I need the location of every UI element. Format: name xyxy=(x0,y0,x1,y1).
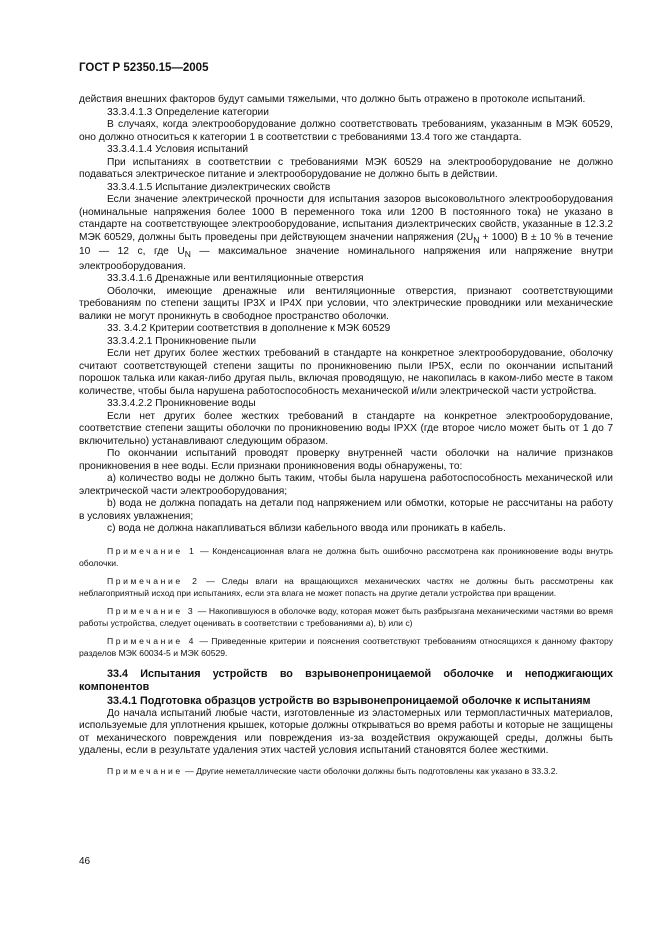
section-note xyxy=(79,765,613,777)
note-label: Примечание 2 xyxy=(107,575,200,586)
note-1 xyxy=(79,545,613,569)
subsection-heading: 33.4.1 Подготовка образцов устройств во взрывонепроницаемой оболочке к испытаниям xyxy=(107,694,591,707)
clause-heading: 33.3.4.1.3 Определение категории xyxy=(107,106,269,118)
list-item-a: а) количество воды не должно быть таким, чтобы была нарушена работоспособность механической или электрической части электрооборудования; xyxy=(79,473,613,497)
clause-heading: 33.3.4.2.1 Проникновение пыли xyxy=(107,335,257,347)
paragraph: Если нет других более жестких требований в стандарте на конкретное электрооборудование, оболочку считают соответствующей степени защиты по проникновению пыли IP5X, если по окончании испытаний порошок талька или какая-либо другая пыль, включая проводящую, не накопилась в каком-либо месте в таком количестве, чтобы была нарушена работоспособность механической и/или электрической части устройства. xyxy=(79,348,613,397)
note-text: — Приведенные критерии и пояснения соответствуют требованиям относящихся к данному фактору разделов МЭК 60034-5 и МЭК 60529. xyxy=(79,635,613,658)
note-label: Примечание 1 xyxy=(107,545,197,556)
paragraph-part: — максимальное значение номинального напряжения или напряжение внутри электрооборудования. xyxy=(79,246,614,272)
note-text: — Конденсационная влага не должна быть ошибочно рассмотрена как проникновение воды внутрь оболочки. xyxy=(79,545,613,568)
paragraph-voltage xyxy=(79,194,613,273)
note-text: — Другие неметаллические части оболочки должны быть подготовлены как указано в 33.3.2. xyxy=(182,765,558,776)
page-number: 46 xyxy=(79,856,91,867)
clause-heading: 33. 3.4.2 Критерии соответствия в дополнение к МЭК 60529 xyxy=(107,323,391,335)
paragraph-part: + 1000) В ± 10 % в течение 10 — 12 с, где U xyxy=(79,231,614,258)
paragraph: По окончании испытаний проводят проверку внутренней части оболочки на наличие признаков проникновения в нее воды. Если признаки проникновения воды обнаружены, то: xyxy=(79,448,613,472)
document-header: ГОСТ Р 52350.15—2005 xyxy=(79,62,209,74)
note-label: Примечание 3 xyxy=(107,605,196,616)
note-4 xyxy=(79,635,613,659)
note-text: — Накопившуюся в оболочке воду, которая может быть разбрызгана механическими частями во время работы устройства, следует оценивать в соответствии с требованиями а), b) или c) xyxy=(79,605,614,628)
clause-heading: 33.3.4.1.6 Дренажные или вентиляционные отверстия xyxy=(107,273,364,285)
subscript: N xyxy=(473,234,480,245)
page-content xyxy=(79,94,613,777)
note-2 xyxy=(79,575,613,599)
clause-heading: 33.3.4.1.5 Испытание диэлектрических свойств xyxy=(107,181,331,193)
paragraph: В случаях, когда электрооборудование должно соответствовать требованиям, указанным в МЭК 60529, оно должно относиться к категории 1 в соответствии с требованиями 13.4 того же стандарта. xyxy=(79,119,613,143)
clause-heading: 33.3.4.1.4 Условия испытаний xyxy=(107,144,249,155)
note-label: Примечание xyxy=(107,765,183,776)
paragraph: При испытаниях в соответствии с требованиями МЭК 60529 на электрооборудование не должно подаваться электрическое питание и электрооборудование не должно быть в действии. xyxy=(79,156,613,180)
paragraph: Оболочки, имеющие дренажные или вентиляционные отверстия, признают соответствующими требованиям по степени защиты IP3X и IP4X при условии, что электрические проводники или механические валики не могут проникнуть в свободное пространство оболочки. xyxy=(79,285,613,322)
paragraph: действия внешних факторов будут самыми тяжелыми, что должно быть отражено в протоколе испытаний. xyxy=(79,94,586,105)
section-heading: 33.4 Испытания устройств во взрывонепроницаемой оболочке и неподжигающих компонентов xyxy=(79,667,613,693)
paragraph-part: Если значение электрической прочности для испытания зазоров высоковольтного электрооборудования (номинальные напряжения более 1000 В переменного тока или 1200 В постоянного тока) не указано в стандарте на соответствующее электрооборудование, испытания диэлектрических свойств, указанные в 12.3.2 МЭК 60529, должны быть проведены при действующем значении напряжения (2U xyxy=(79,194,613,243)
section-body: До начала испытаний любые части, изготовленные из эластомерных или термопластичных материалов, используемые для уплотнения крышек, которые должны открываться во время работы и которые не защищены от механического повреждения или повреждения из-за воздействия окружающей среды, должны быть удалены, если в результате удаления этих частей условия испытаний становятся более жесткими. xyxy=(79,707,613,757)
clause-heading: 33.3.4.2.2 Проникновение воды xyxy=(107,398,256,410)
note-label: Примечание 4 xyxy=(107,635,197,646)
list-item-c: c) вода не должна накапливаться вблизи кабельного ввода или проникать в кабель. xyxy=(107,523,506,535)
subscript: N xyxy=(184,249,191,260)
note-3 xyxy=(79,605,613,629)
paragraph: Если нет других более жестких требований в стандарте на конкретное электрооборудование, соответствие степени защиты оболочки по проникновению воды IPXX (где второе число может быть от 1 до 7 включительно) устанавливают следующим образом. xyxy=(79,410,613,447)
note-text: — Следы влаги на вращающихся механических частях не должны быть рассмотрены как неблагоприятный исход при испытаниях, если эта влага не может попасть на другие детали устройства при вращении. xyxy=(79,575,613,598)
list-item-b: b) вода не должна попадать на детали под напряжением или обмотки, которые не рассчитаны на работу в условиях увлажнения; xyxy=(79,498,613,522)
